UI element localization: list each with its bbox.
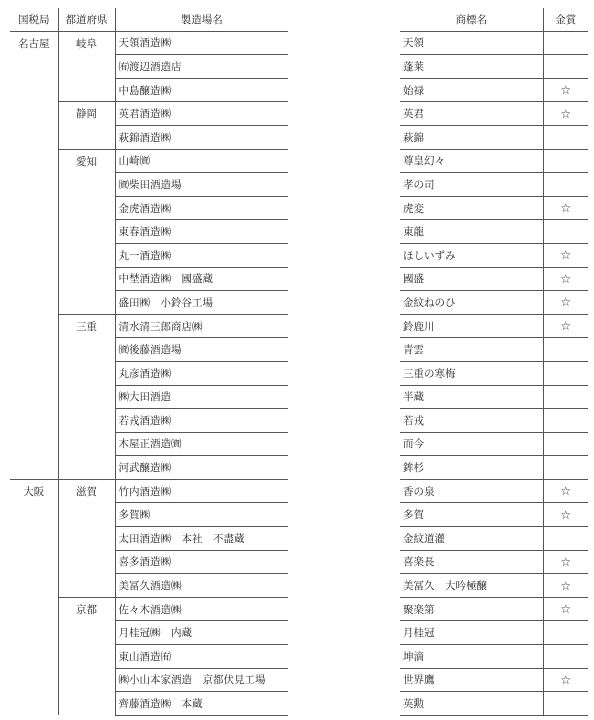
table-row bbox=[400, 196, 588, 220]
table-row bbox=[400, 173, 588, 197]
brand-cell: 而今 bbox=[400, 432, 543, 456]
brand-cell: 多賀 bbox=[400, 503, 543, 527]
gold-award-star-icon bbox=[543, 409, 588, 433]
brand-cell: ほしいずみ bbox=[400, 243, 543, 267]
brewery-cell: 中島醸造㈱ bbox=[115, 78, 288, 102]
gold-award-star-icon bbox=[543, 621, 588, 645]
brewery-table-body bbox=[10, 31, 288, 715]
brand-cell: 喜楽長 bbox=[400, 550, 543, 574]
table-row bbox=[400, 621, 588, 645]
brewery-cell: 金虎酒造㈱ bbox=[115, 196, 288, 220]
prefecture-cell: 静岡 bbox=[58, 102, 115, 149]
table-row bbox=[400, 668, 588, 692]
prefecture-cell: 愛知 bbox=[58, 149, 115, 314]
brand-cell: 金紋ねのひ bbox=[400, 291, 543, 315]
prefecture-cell: 三重 bbox=[58, 314, 115, 479]
table-row bbox=[400, 597, 588, 621]
brand-cell: 東龍 bbox=[400, 220, 543, 244]
brewery-cell: 丸一酒造㈱ bbox=[115, 243, 288, 267]
brewery-table bbox=[10, 8, 288, 716]
gold-award-star-icon: ☆ bbox=[543, 196, 588, 220]
prefecture-cell: 京都 bbox=[58, 597, 115, 715]
brewery-cell: 河武醸造㈱ bbox=[115, 456, 288, 480]
table-row bbox=[400, 102, 588, 126]
table-row bbox=[10, 479, 288, 503]
bureau-cell: 大阪 bbox=[10, 479, 58, 715]
brewery-cell: 齊藤酒造㈱ 本蔵 bbox=[115, 692, 288, 716]
gold-award-star-icon: ☆ bbox=[543, 267, 588, 291]
brand-cell: 金紋道灌 bbox=[400, 527, 543, 551]
brewery-cell: 若戎酒造㈱ bbox=[115, 409, 288, 433]
brewery-cell: 佐々木酒造㈱ bbox=[115, 597, 288, 621]
brewery-cell: 英君酒造㈱ bbox=[115, 102, 288, 126]
brewery-cell: 山崎㈾ bbox=[115, 149, 288, 173]
table-row bbox=[400, 550, 588, 574]
table-row bbox=[400, 78, 588, 102]
table-row bbox=[400, 361, 588, 385]
table-row bbox=[400, 385, 588, 409]
brewery-cell: 美冨久酒造㈱ bbox=[115, 574, 288, 598]
gold-award-star-icon bbox=[543, 55, 588, 79]
brewery-cell: 太田酒造㈱ 本社 不盡蔵 bbox=[115, 527, 288, 551]
brand-cell: 青雲 bbox=[400, 338, 543, 362]
table-row bbox=[400, 243, 588, 267]
brand-cell: 若戎 bbox=[400, 409, 543, 433]
brewery-cell: 木屋正酒造㈾ bbox=[115, 432, 288, 456]
table-row bbox=[400, 503, 588, 527]
table-row bbox=[400, 31, 588, 55]
header-bureau: 国税局 bbox=[10, 8, 58, 31]
gold-award-star-icon: ☆ bbox=[543, 78, 588, 102]
gold-award-star-icon bbox=[543, 385, 588, 409]
gold-award-star-icon bbox=[543, 149, 588, 173]
brewery-cell: 清水清三郎商店㈱ bbox=[115, 314, 288, 338]
brewery-cell: ㈱大田酒造 bbox=[115, 385, 288, 409]
brand-cell: 三重の寒梅 bbox=[400, 361, 543, 385]
table-row bbox=[400, 692, 588, 716]
gold-award-star-icon: ☆ bbox=[543, 503, 588, 527]
header-award: 金賞 bbox=[543, 8, 588, 31]
header-brewery: 製造場名 bbox=[115, 8, 288, 31]
gold-award-star-icon bbox=[543, 173, 588, 197]
gold-award-star-icon bbox=[543, 456, 588, 480]
table-row bbox=[400, 125, 588, 149]
bureau-cell: 名古屋 bbox=[10, 31, 58, 479]
brand-table-body bbox=[400, 31, 588, 715]
table-row bbox=[400, 338, 588, 362]
gold-award-star-icon bbox=[543, 220, 588, 244]
prefecture-cell: 岐阜 bbox=[58, 31, 115, 102]
table-row bbox=[400, 645, 588, 669]
gold-award-star-icon: ☆ bbox=[543, 291, 588, 315]
gold-award-star-icon: ☆ bbox=[543, 597, 588, 621]
gold-award-star-icon: ☆ bbox=[543, 314, 588, 338]
brand-cell: 坤滴 bbox=[400, 645, 543, 669]
brewery-cell: ㈱小山本家酒造 京都伏見工場 bbox=[115, 668, 288, 692]
table-row bbox=[10, 31, 288, 55]
gold-award-star-icon bbox=[543, 31, 588, 55]
brand-cell: 國盛 bbox=[400, 267, 543, 291]
brand-cell: 聚楽第 bbox=[400, 597, 543, 621]
brand-cell: 英勲 bbox=[400, 692, 543, 716]
brand-cell: 蓬莱 bbox=[400, 55, 543, 79]
brewery-cell: 多賀㈱ bbox=[115, 503, 288, 527]
gold-award-star-icon bbox=[543, 125, 588, 149]
gold-award-star-icon: ☆ bbox=[543, 668, 588, 692]
gold-award-star-icon bbox=[543, 361, 588, 385]
brewery-cell: ㈾後藤酒造場 bbox=[115, 338, 288, 362]
gold-award-star-icon: ☆ bbox=[543, 102, 588, 126]
table-row bbox=[400, 574, 588, 598]
header-prefecture: 都道府県 bbox=[58, 8, 115, 31]
brand-cell: 虎変 bbox=[400, 196, 543, 220]
gold-award-star-icon: ☆ bbox=[543, 479, 588, 503]
header-brand: 商標名 bbox=[400, 8, 543, 31]
brewery-cell: ㈾柴田酒造場 bbox=[115, 173, 288, 197]
gold-award-star-icon bbox=[543, 338, 588, 362]
brand-cell: 世界鷹 bbox=[400, 668, 543, 692]
brewery-cell: 萩錦酒造㈱ bbox=[115, 125, 288, 149]
gold-award-star-icon bbox=[543, 527, 588, 551]
brand-table-header bbox=[400, 8, 588, 31]
brewery-cell: 天領酒造㈱ bbox=[115, 31, 288, 55]
brewery-cell: 丸彦酒造㈱ bbox=[115, 361, 288, 385]
table-row bbox=[400, 55, 588, 79]
table-row bbox=[400, 409, 588, 433]
brewery-cell: 月桂冠㈱ 内蔵 bbox=[115, 621, 288, 645]
gold-award-star-icon: ☆ bbox=[543, 574, 588, 598]
table-row bbox=[400, 432, 588, 456]
brand-cell: 英君 bbox=[400, 102, 543, 126]
brand-cell: 孝の司 bbox=[400, 173, 543, 197]
table-row bbox=[400, 479, 588, 503]
table-row bbox=[400, 220, 588, 244]
brand-cell: 香の泉 bbox=[400, 479, 543, 503]
prefecture-cell: 滋賀 bbox=[58, 479, 115, 597]
brand-cell: 鈴鹿川 bbox=[400, 314, 543, 338]
brewery-cell: 喜多酒造㈱ bbox=[115, 550, 288, 574]
brewery-cell: 竹内酒造㈱ bbox=[115, 479, 288, 503]
brand-cell: 天領 bbox=[400, 31, 543, 55]
brewery-cell: 中埜酒造㈱ 國盛蔵 bbox=[115, 267, 288, 291]
brand-cell: 鉾杉 bbox=[400, 456, 543, 480]
gold-award-star-icon bbox=[543, 645, 588, 669]
table-row bbox=[400, 456, 588, 480]
table-row bbox=[400, 149, 588, 173]
brewery-cell: 東春酒造㈱ bbox=[115, 220, 288, 244]
gold-award-star-icon: ☆ bbox=[543, 243, 588, 267]
gold-award-star-icon bbox=[543, 692, 588, 716]
gold-award-star-icon: ☆ bbox=[543, 550, 588, 574]
brand-cell: 始禄 bbox=[400, 78, 543, 102]
brewery-cell: 盛田㈱ 小鈴谷工場 bbox=[115, 291, 288, 315]
brand-cell: 月桂冠 bbox=[400, 621, 543, 645]
table-row bbox=[400, 527, 588, 551]
brewery-cell: ㈲渡辺酒造店 bbox=[115, 55, 288, 79]
table-row bbox=[400, 267, 588, 291]
brand-cell: 半蔵 bbox=[400, 385, 543, 409]
brand-table bbox=[400, 8, 588, 716]
brand-cell: 美冨久 大吟極醸 bbox=[400, 574, 543, 598]
brewery-table-header bbox=[10, 8, 288, 31]
table-row bbox=[400, 314, 588, 338]
table-row bbox=[400, 291, 588, 315]
gold-award-star-icon bbox=[543, 432, 588, 456]
brewery-cell: 東山酒造㈲ bbox=[115, 645, 288, 669]
brand-cell: 尊皇幻々 bbox=[400, 149, 543, 173]
brand-cell: 萩錦 bbox=[400, 125, 543, 149]
